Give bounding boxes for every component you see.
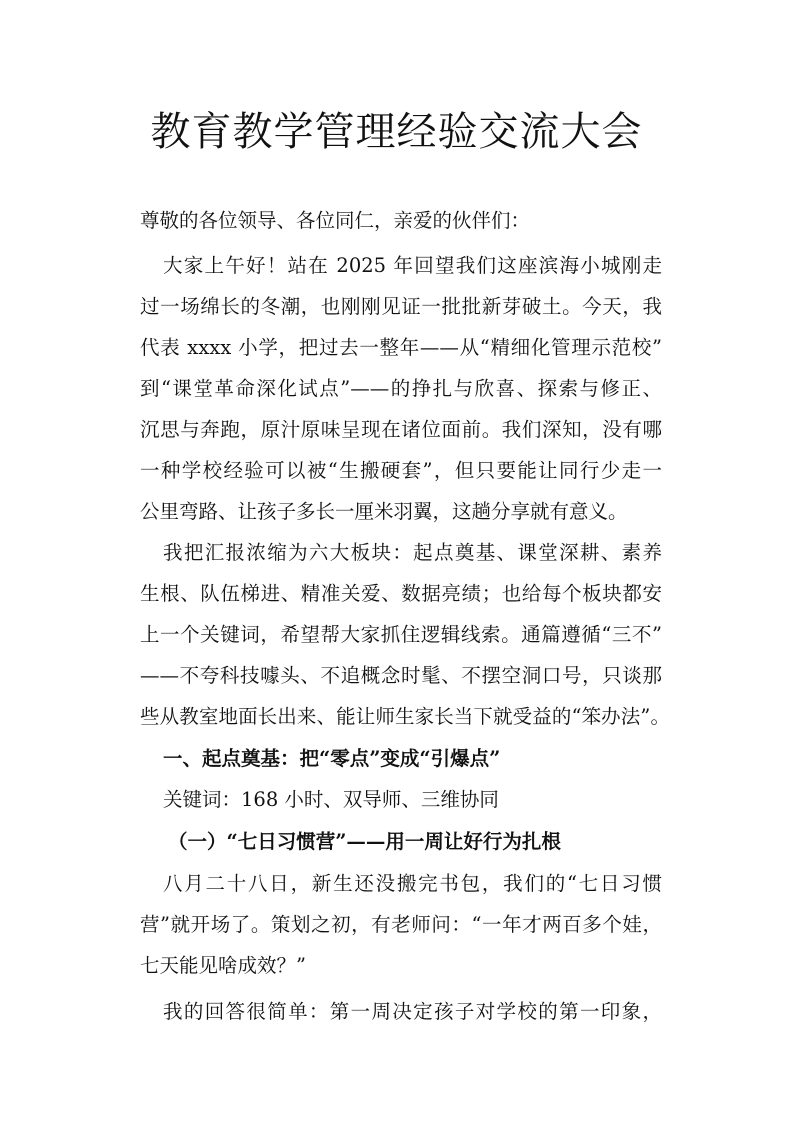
paragraph-line: 上一个关键词，希望帮大家抓住逻辑线索。通篇遵循“三不” [140, 623, 662, 646]
paragraph-line: 一种学校经验可以被“生搬硬套”，但只要能让同行少走一 [140, 459, 662, 482]
paragraph-line: 到“课堂革命深化试点”——的挣扎与欣喜、探索与修正、 [140, 377, 662, 400]
paragraph-line: 些从教室地面长出来、能让师生家长当下就受益的“笨办法”。 [140, 705, 670, 728]
paragraph-line: 八月二十八日，新生还没搬完书包，我们的“七日习惯 [163, 872, 662, 895]
paragraph-line: ——不夸科技噱头、不追概念时髦、不摆空洞口号，只谈那 [140, 664, 662, 687]
paragraph-line: 沉思与奔跑，原汁原味呈现在诸位面前。我们深知，没有哪 [140, 418, 662, 441]
paragraph-line: 过一场绵长的冬潮，也刚刚见证一批批新芽破土。今天，我 [140, 295, 662, 318]
paragraph-line: 生根、队伍梯进、精准关爱、数据亮绩；也给每个板块都安 [140, 582, 662, 605]
paragraph-line: 公里弯路、让孩子多长一厘米羽翼，这趟分享就有意义。 [140, 500, 628, 523]
paragraph-line: 我的回答很简单：第一周决定孩子对学校的第一印象， [163, 1000, 662, 1023]
subsection-heading: （一）“七日习惯营”——用一周让好行为扎根 [168, 830, 561, 853]
salutation: 尊敬的各位领导、各位同仁，亲爱的伙伴们： [140, 209, 531, 232]
keywords-line: 关键词：168 小时、双导师、三维协同 [163, 788, 499, 811]
document-title: 教育教学管理经验交流大会 [150, 109, 643, 155]
paragraph-line: 大家上午好！站在 2025 年回望我们这座滨海小城刚走 [163, 254, 662, 277]
paragraph-line: 我把汇报浓缩为六大板块：起点奠基、课堂深耕、素养 [163, 541, 662, 564]
section-heading: 一、起点奠基：把“零点”变成“引爆点” [163, 747, 501, 770]
paragraph-line: 七天能见啥成效？” [140, 954, 306, 977]
paragraph-line: 营”就开场了。策划之初，有老师问：“一年才两百多个娃， [140, 913, 662, 936]
paragraph-line: 代表 xxxx 小学，把过去一整年——从“精细化管理示范校” [140, 336, 662, 359]
